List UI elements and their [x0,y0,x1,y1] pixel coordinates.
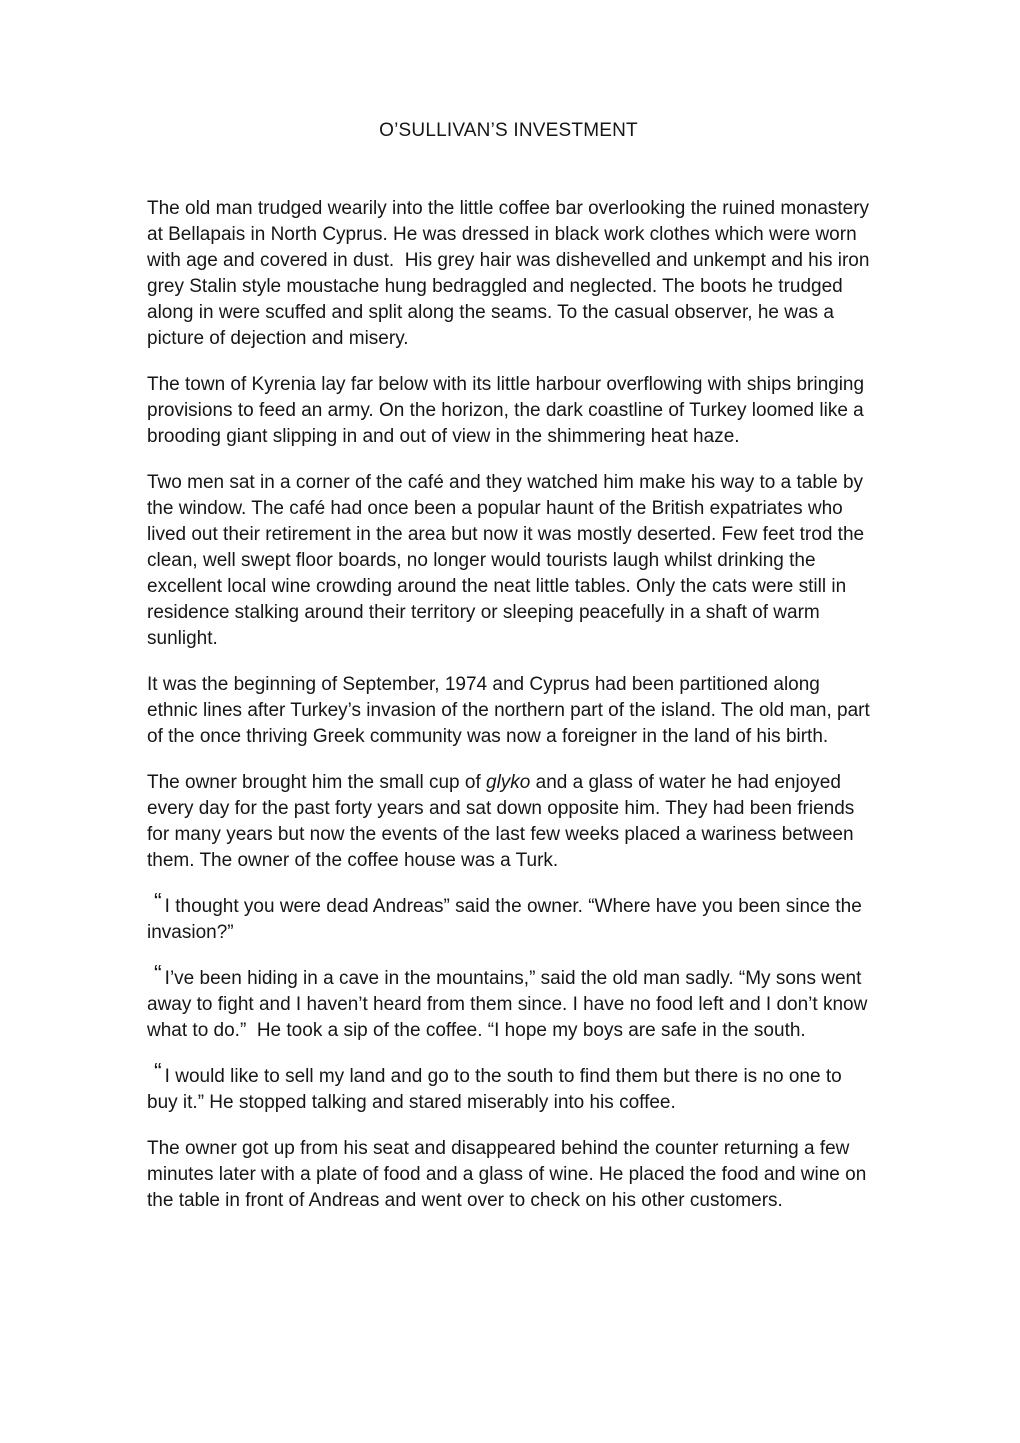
paragraph-5 [147,770,870,874]
paragraph-5-text-rest: and a glass of water he had enjoyed every day for the past forty years and sat down opposite him. They had been friends for many years but now the events of the last few weeks placed a wariness between them. The owner of the coffee house was a Turk. [147,772,855,871]
paragraph-9 [147,1136,870,1214]
paragraph-4-text: It was the beginning of September, 1974 and Cyprus had been partitioned along ethnic lines after Turkey’s invasion of the northern part of the island. The old man, part of the once thriving Greek community was now a foreigner in the land of his birth. [147,674,870,747]
paragraph-3-text: Two men sat in a corner of the café and they watched him make his way to a table by the window. The café had once been a popular haunt of the British expatriates who lived out their retirement in the area but now it was mostly deserted. Few feet trod the clean, well swept floor boards, no longer would tourists laugh whilst drinking the excellent local wine crowding around the neat little tables. Only the cats were still in residence stalking around their territory or sleeping peacefully in a shaft of warm sunlight. [147,472,865,649]
paragraph-5-text-lead: The owner brought him the small cup of [147,772,487,793]
paragraph-6-text: I thought you were dead Andreas” said the owner. “Where have you been since the invasion?” [147,896,862,943]
paragraph-8-dialogue: “ I would like to sell my land and go to the south to find them but there is no one to buy it.” He stopped talking and stared miserably into his coffee. [147,1058,842,1113]
paragraph-7-text: I’ve been hiding in a cave in the mountains,” said the old man sadly. “My sons went away to fight and I haven’t heard from them since. I have no food left and I don’t know what to do.” He took a sip of the coffee. “I hope my boys are safe in the south. [147,968,868,1041]
paragraph-4 [147,672,870,750]
paragraph-9-text: The owner got up from his seat and disappeared behind the counter returning a few minutes later with a plate of food and a glass of wine. He placed the food and wine on the table in front of Andreas and went over to check on his other customers. [147,1138,867,1211]
paragraph-7-dialogue: “ I’ve been hiding in a cave in the mountains,” said the old man sadly. “My sons went away to fight and I haven’t heard from them since. I have no food left and I don’t know what to do.” He took a sip of the coffee. “I hope my boys are safe in the south. [147,960,868,1041]
paragraph-2 [147,372,870,450]
paragraph-3 [147,470,870,652]
italic-term-glyko: glyko [486,772,531,793]
paragraph-1 [147,196,870,352]
paragraph-8-text: I would like to sell my land and go to the south to find them but there is no one to buy it.” He stopped talking and stared miserably into his coffee. [147,1066,842,1113]
paragraph-1-text: The old man trudged wearily into the little coffee bar overlooking the ruined monastery at Bellapais in North Cyprus. He was dressed in black work clothes which were worn with age and covered in dust. His grey hair was dishevelled and unkempt and his iron grey Stalin style moustache hung bedraggled and neglected. The boots he trudged along in were scuffed and split along the seams. To the casual observer, he was a picture of dejection and misery. [147,198,870,349]
paragraph-2-text: The town of Kyrenia lay far below with its little harbour overflowing with ships bringing provisions to feed an army. On the horizon, the dark coastline of Turkey loomed like a brooding giant slipping in and out of view in the shimmering heat haze. [147,374,865,447]
paragraph-6-dialogue: “ I thought you were dead Andreas” said the owner. “Where have you been since the invasion?” [147,888,862,943]
document-title: O’SULLIVAN’S INVESTMENT [379,120,638,141]
